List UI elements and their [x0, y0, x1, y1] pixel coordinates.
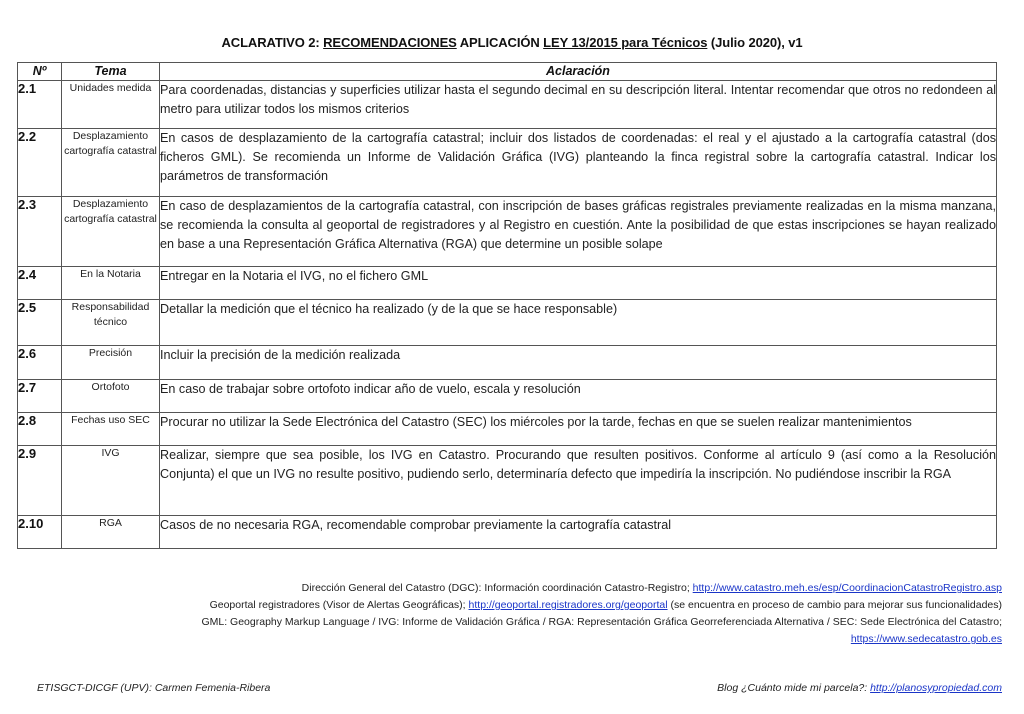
header-num: Nº	[18, 63, 62, 81]
row-tema: IVG	[62, 446, 160, 516]
row-aclaracion: En caso de desplazamientos de la cartografía catastral, con inscripción de bases gráficas registrales previamente realizadas en la misma manzana, se recomienda la consulta al geoportal de registradores y al Registro en cuestión. Ante la posibilidad de que estas inscripciones se hayan realizado en base a una Representación Gráfica Alternativa (RGA) que determine un posible solape	[160, 197, 997, 267]
row-aclaracion: Para coordenadas, distancias y superficies utilizar hasta el segundo decimal en su descripción literal. Intentar recomendar que otros no redondeen al metro para utilizar todos los mismos criterios	[160, 81, 997, 129]
recommendations-table	[17, 62, 997, 549]
row-num: 2.8	[18, 413, 62, 446]
table-row	[18, 267, 997, 300]
header-aclaracion: Aclaración	[160, 63, 997, 81]
catastro-coordination-link[interactable]: http://www.catastro.meh.es/esp/CoordinacionCatastroRegistro.asp	[692, 582, 1002, 594]
row-aclaracion: En casos de desplazamiento de la cartografía catastral; incluir dos listados de coordenadas: el real y el ajustado a la cartografía catastral (dos ficheros GML). Se recomienda un Informe de Validación Gráfica (IVG) planteando la finca registral sobre la cartografía catastral. Indicar los parámetros de transformación	[160, 129, 997, 197]
note-dgc-text: Dirección General del Catastro (DGC): Información coordinación Catastro-Registro;	[301, 582, 693, 594]
row-num: 2.1	[18, 81, 62, 129]
row-aclaracion: Detallar la medición que el técnico ha realizado (y de la que se hace responsable)	[160, 300, 997, 346]
header-tema: Tema	[62, 63, 160, 81]
note-line-1	[42, 580, 1002, 597]
row-aclaracion: Incluir la precisión de la medición realizada	[160, 346, 997, 380]
row-tema: En la Notaria	[62, 267, 160, 300]
row-tema: Unidades medida	[62, 81, 160, 129]
row-aclaracion: En caso de trabajar sobre ortofoto indicar año de vuelo, escala y resolución	[160, 380, 997, 413]
geoportal-link[interactable]: http://geoportal.registradores.org/geoportal	[468, 599, 668, 611]
row-tema: RGA	[62, 516, 160, 549]
title-part-4: LEY 13/2015 para Técnicos	[543, 35, 708, 50]
table-row	[18, 380, 997, 413]
table-header-row	[18, 63, 997, 81]
row-num: 2.2	[18, 129, 62, 197]
row-aclaracion: Procurar no utilizar la Sede Electrónica del Catastro (SEC) los miércoles por la tarde, fechas en que se suelen realizar mantenimientos	[160, 413, 997, 446]
author-credit: ETISGCT-DICGF (UPV): Carmen Femenia-Ribera	[37, 682, 271, 694]
row-num: 2.6	[18, 346, 62, 380]
table-row	[18, 300, 997, 346]
note-line-3: GML: Geography Markup Language / IVG: Informe de Validación Gráfica / RGA: Representación Gráfica Georreferenciada Alternativa / SEC: Sede Electrónica del Catastro;	[201, 616, 1002, 628]
row-tema: Desplazamiento cartografía catastral	[62, 197, 160, 267]
table-row	[18, 346, 997, 380]
table-row	[18, 516, 997, 549]
note-geoportal-text: Geoportal registradores (Visor de Alertas Geográficas);	[209, 599, 469, 611]
reference-notes	[42, 580, 1002, 648]
note-line-4	[42, 631, 1002, 648]
row-tema: Desplazamiento cartografía catastral	[62, 129, 160, 197]
table-row	[18, 413, 997, 446]
title-part-1: ACLARATIVO 2:	[221, 35, 324, 50]
row-tema: Responsabilidad técnico	[62, 300, 160, 346]
table-row	[18, 197, 997, 267]
blog-credit	[717, 682, 1002, 694]
row-num: 2.5	[18, 300, 62, 346]
table-row	[18, 446, 997, 516]
blog-link[interactable]: http://planosypropiedad.com	[870, 682, 1002, 694]
row-tema: Fechas uso SEC	[62, 413, 160, 446]
blog-text: Blog ¿Cuánto mide mi parcela?:	[717, 682, 871, 694]
table-row	[18, 129, 997, 197]
row-num: 2.10	[18, 516, 62, 549]
note-line-2	[42, 597, 1002, 614]
sedecatastro-link[interactable]: https://www.sedecatastro.gob.es	[850, 633, 1002, 645]
table-row	[18, 81, 997, 129]
title-part-5: (Julio 2020), v1	[707, 35, 803, 50]
row-num: 2.7	[18, 380, 62, 413]
row-num: 2.3	[18, 197, 62, 267]
row-num: 2.9	[18, 446, 62, 516]
row-num: 2.4	[18, 267, 62, 300]
title-part-2: RECOMENDACIONES	[323, 35, 457, 50]
row-aclaracion: Casos de no necesaria RGA, recomendable comprobar previamente la cartografía catastral	[160, 516, 997, 549]
title-part-3: APLICACIÓN	[456, 35, 544, 50]
row-tema: Ortofoto	[62, 380, 160, 413]
row-tema: Precisión	[62, 346, 160, 380]
note-geoportal-suffix: (se encuentra en proceso de cambio para mejorar sus funcionalidades)	[667, 599, 1002, 611]
row-aclaracion: Realizar, siempre que sea posible, los IVG en Catastro. Procurando que resulten positivos. Conforme al artículo 9 (así como a la Resolución Conjunta) el que un IVG no resulte positivo, pudiendo serlo, determinaría defecto que impediría la inscripción. No pudiéndose inscribir la RGA	[160, 446, 997, 516]
row-aclaracion: Entregar en la Notaria el IVG, no el fichero GML	[160, 267, 997, 300]
document-title	[0, 35, 1024, 50]
